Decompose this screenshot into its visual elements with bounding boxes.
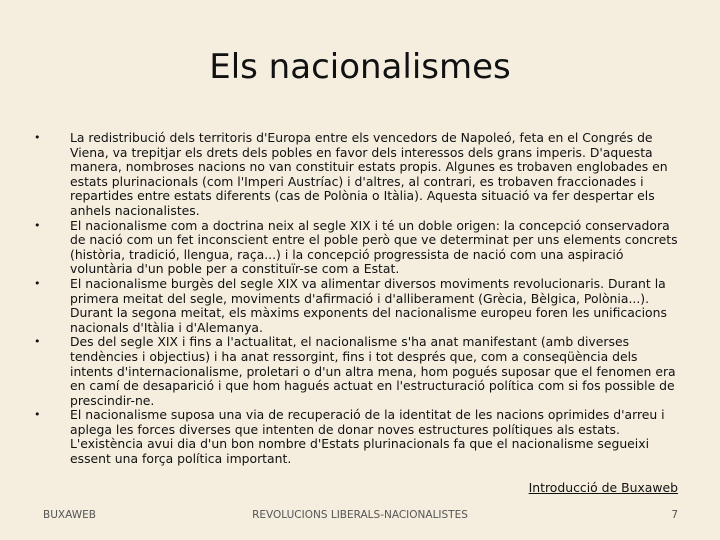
bullet-item (34, 219, 684, 277)
bullet-item (34, 131, 684, 219)
bullet-text: La redistribució dels territoris d'Europa entre els vencedors de Napoleó, feta en el Congrés de Viena, va trepitjar els drets dels pobles en favor dels interessos dels grans imperis. D'aquesta manera, nombroses nacions no van constituir estats propis. Algunes es trobaven englobades en estats plurinacionals (com l'Imperi Austríac) i d'altres, al contrari, es trobaven fraccionades i repartides entre estats diferents (cas de Polònia o Itàlia). Aquesta situació va fer despertar els anhels nacionalistes. (70, 130, 668, 218)
bullet-text: El nacionalisme burgès del segle XIX va alimentar diversos moviments revolucionaris. Durant la primera meitat del segle, moviments d'afirmació i d'alliberament (Grècia, Bèlgica, Polònia...). Durant la segona meitat, els màxims exponents del nacionalisme europeu foren les unificacions nacionals d'Itàlia i d'Alemanya. (70, 275, 667, 335)
bullet-marker: • (34, 276, 41, 290)
slide-title: Els nacionalismes (209, 47, 511, 87)
bullet-item (34, 335, 684, 408)
bullet-list (34, 131, 684, 467)
page-number: 7 (671, 509, 678, 521)
footer-author: BUXAWEB (43, 509, 96, 521)
bullet-marker: • (34, 335, 41, 349)
bullet-marker: • (34, 131, 41, 144)
bullet-text: El nacionalisme suposa una via de recuperació de la identitat de les nacions oprimides d'arreu i aplega les forces diverses que intenten de donar noves estructures polítiques als estats. L'existència avui dia d'un bon nombre d'Estats plurinacionals fa que el nacionalisme segueixi essent una força política important. (70, 407, 665, 467)
bullet-text: El nacionalisme com a doctrina neix al segle XIX i té un doble origen: la concepció conservadora de nació com un fet inconscient entre el poble però que ve determinat per uns elements concrets (història, tradició, llengua, raça...) i la concepció progressista de nació com una aspiració voluntària d'un poble per a constituïr-se com a Estat. (70, 217, 678, 277)
bullet-marker: • (34, 218, 41, 232)
footer-course-title: REVOLUCIONS LIBERALS-NACIONALISTES (252, 509, 468, 521)
source-link[interactable]: Introducció de Buxaweb (528, 480, 678, 495)
bullet-text: Des del segle XIX i fins a l'actualitat, el nacionalisme s'ha anat manifestant (amb diverses tendències i objectius) i ha anat ressorgint, fins i tot després que, com a conseqüència dels intents d'internacionalisme, proletari o d'un altra mena, hom pogués suposar que el fenomen era en camí de desaparició i que hom hagués actuat en l'estructuració política com si fos possible de prescindir-ne. (70, 334, 676, 408)
bullet-item (34, 408, 684, 466)
bullet-item (34, 277, 684, 335)
bullet-marker: • (34, 408, 41, 422)
